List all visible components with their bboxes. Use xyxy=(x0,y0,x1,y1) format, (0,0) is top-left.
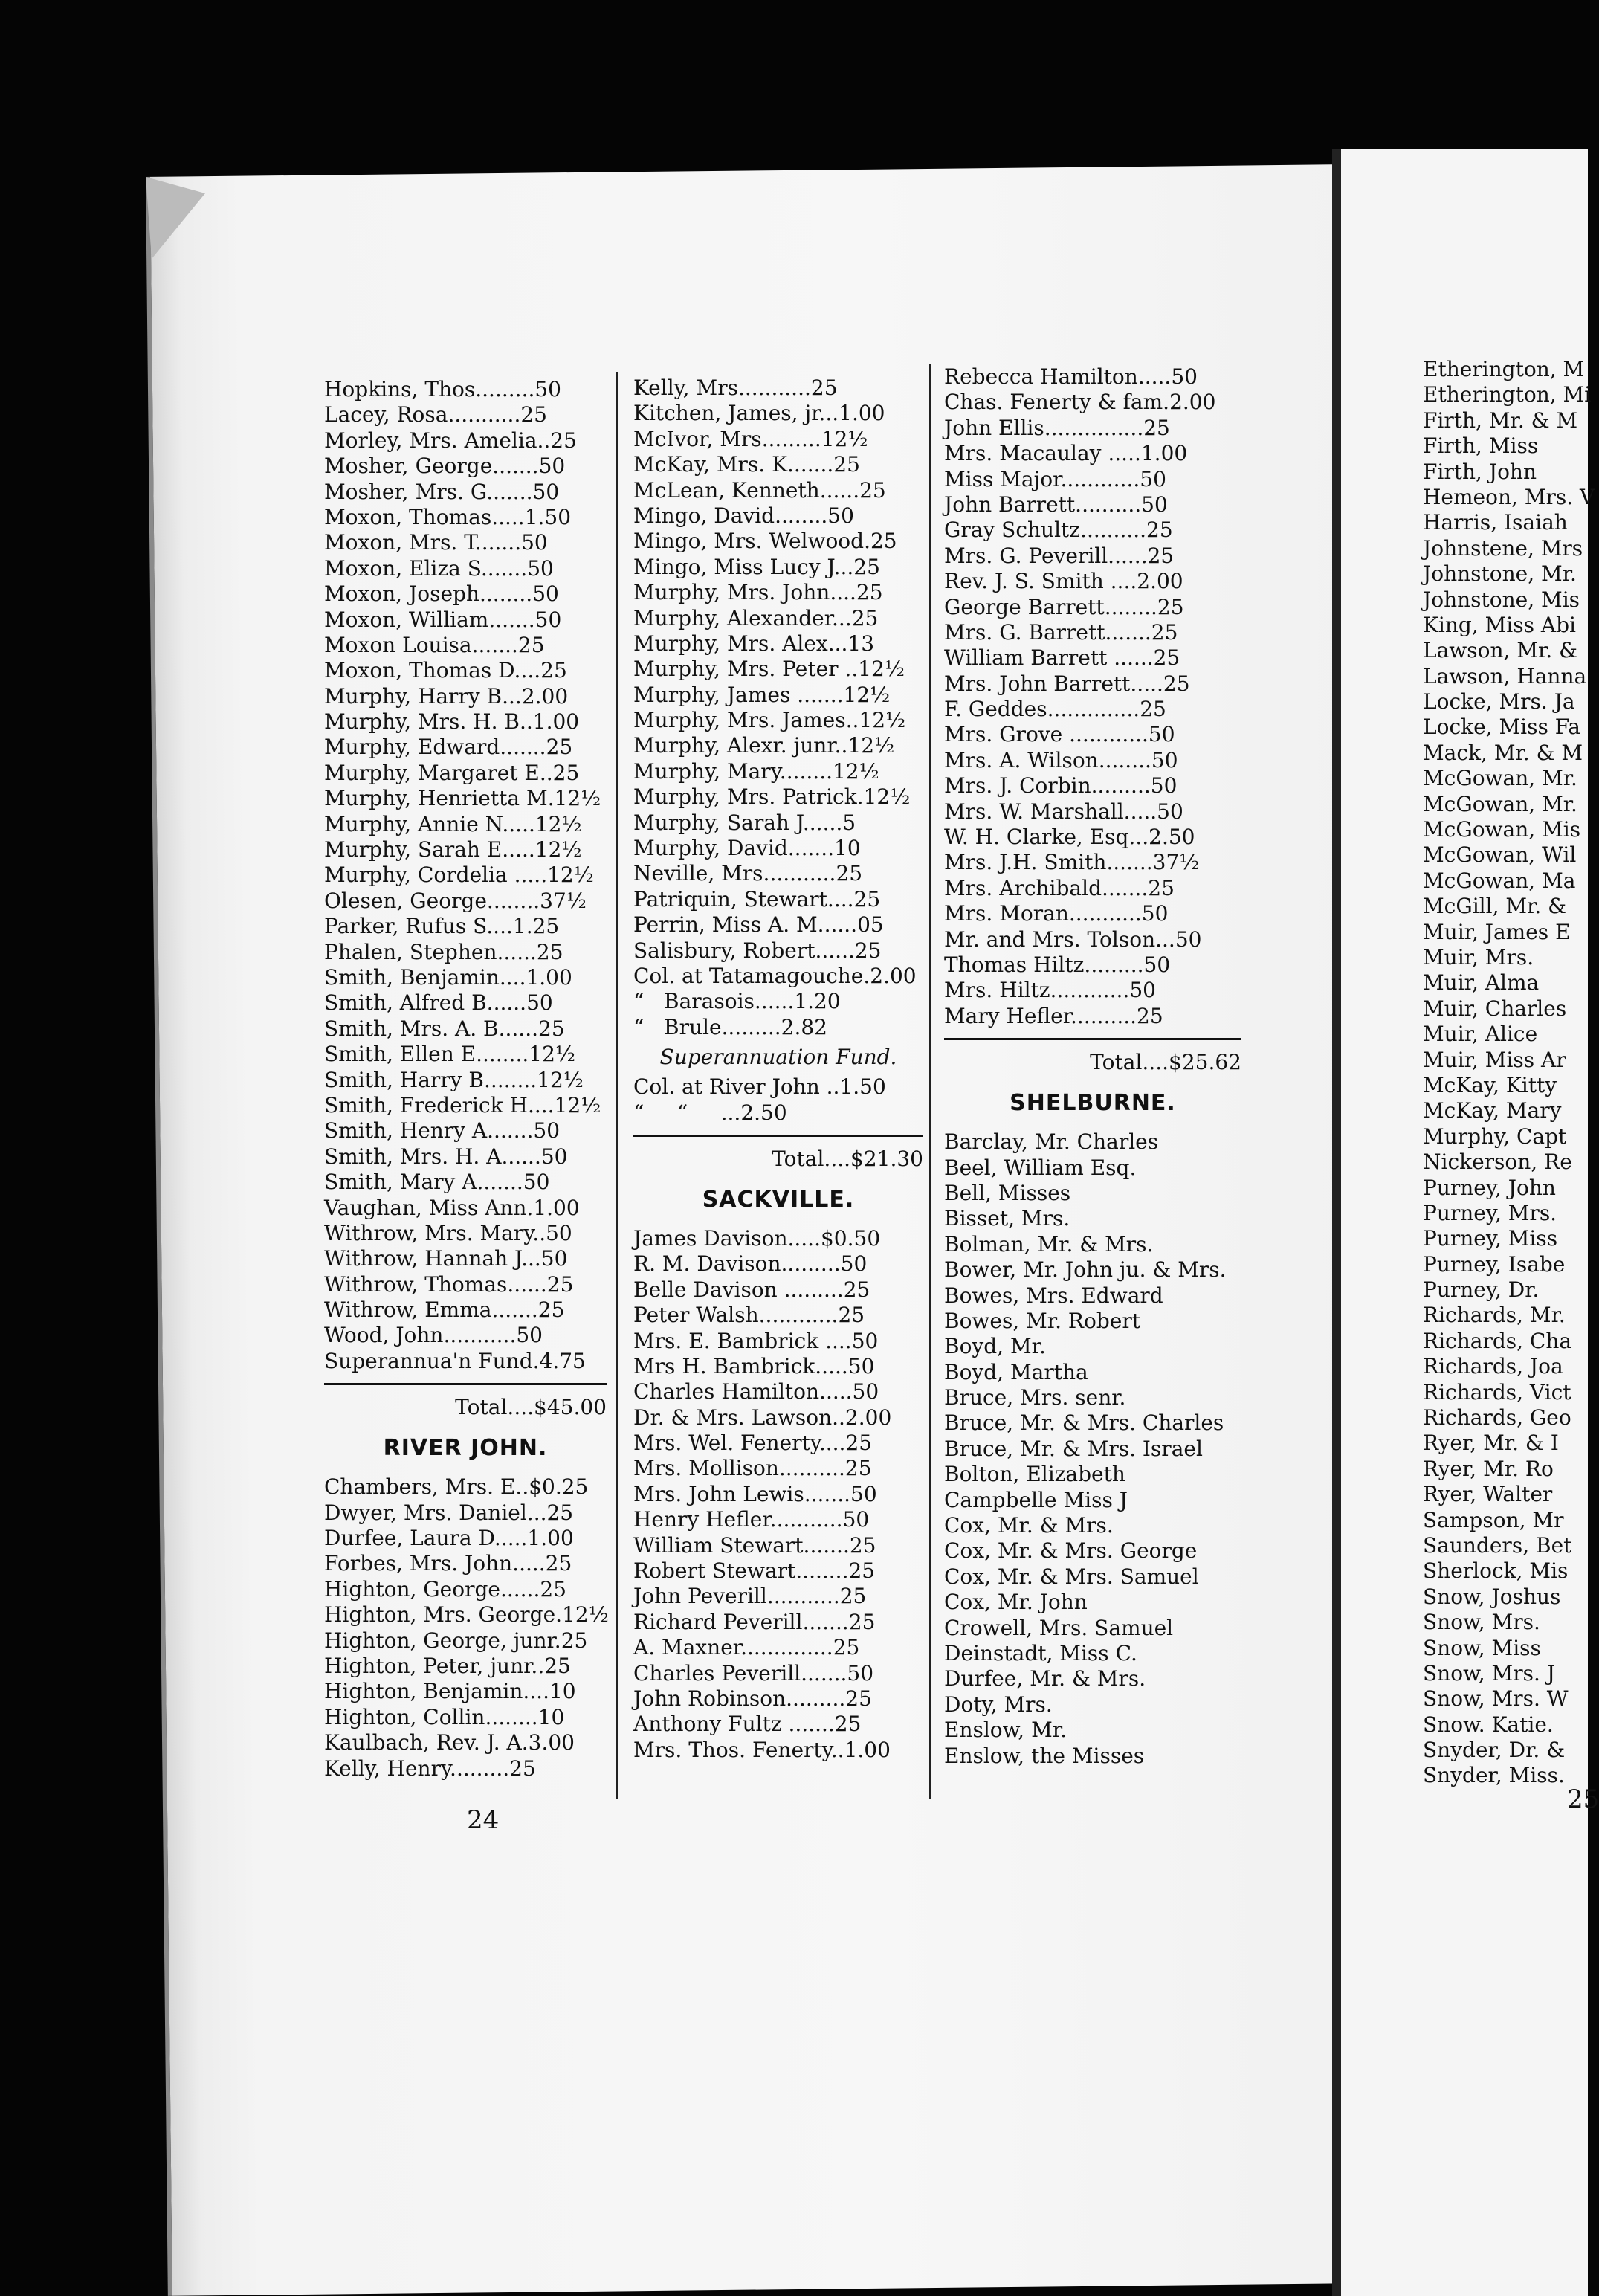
list-item: Belle Davison .........25 xyxy=(633,1277,870,1302)
list-item: John Ellis...............25 xyxy=(944,415,1170,440)
list-item: Mrs. E. Bambrick ....50 xyxy=(633,1328,879,1353)
list-item: Ryer, Mr. Ro xyxy=(1423,1456,1554,1481)
list-item: Smith, Benjamin....1.00 xyxy=(324,964,572,990)
list-item: Durfee, Mr. & Mrs. xyxy=(944,1666,1146,1692)
list-item: Lacey, Rosa...........25 xyxy=(324,402,547,428)
list-item: Mrs. J. Corbin.........50 xyxy=(944,773,1178,799)
list-item: Johnstene, Mrs xyxy=(1423,535,1583,561)
list-item: Boyd, Martha xyxy=(944,1359,1088,1384)
list-item: Salisbury, Robert......25 xyxy=(633,938,882,963)
list-item: Highton, Collin........10 xyxy=(324,1704,565,1729)
list-item: Hemeon, Mrs. V xyxy=(1423,484,1595,509)
list-item: Doty, Mrs. xyxy=(944,1692,1053,1717)
total-line: Total....$45.00 xyxy=(455,1395,607,1420)
list-item: Bowes, Mrs. Edward xyxy=(944,1283,1163,1308)
section-heading: RIVER JOHN. xyxy=(383,1435,548,1462)
list-item: Firth, Mr. & M xyxy=(1423,407,1578,433)
list-item: Highton, Mrs. George.12½ xyxy=(324,1602,609,1628)
list-item: R. M. Davison.........50 xyxy=(633,1251,868,1277)
list-item: Bolton, Elizabeth xyxy=(944,1462,1125,1487)
list-item: Richards, Geo xyxy=(1423,1405,1571,1431)
list-item: Cox, Mr. John xyxy=(944,1590,1088,1615)
list-item: Snow, Mrs. W xyxy=(1423,1686,1569,1712)
list-item: Murphy, Edward.......25 xyxy=(324,735,573,760)
list-item: F. Geddes..............25 xyxy=(944,697,1166,722)
column-divider xyxy=(616,372,618,1799)
list-item: Murphy, Mrs. James..12½ xyxy=(633,708,906,733)
list-item: Bower, Mr. John ju. & Mrs. xyxy=(944,1257,1227,1283)
list-item: Miss Major............50 xyxy=(944,466,1166,491)
list-item: Snow. Katie. xyxy=(1423,1712,1554,1737)
list-item: Murphy, Mrs. Alex...13 xyxy=(633,631,875,656)
list-item: William Barrett ......25 xyxy=(944,645,1180,671)
list-item: Murphy, Mary........12½ xyxy=(633,758,879,784)
list-item: Purney, Miss xyxy=(1423,1226,1558,1251)
list-item: Murphy, James .......12½ xyxy=(633,682,891,707)
list-item: Snow, Miss xyxy=(1423,1635,1541,1660)
list-item: Murphy, Harry B...2.00 xyxy=(324,683,569,709)
list-item: Highton, Peter, junr..25 xyxy=(324,1653,571,1678)
list-item: Withrow, Thomas......25 xyxy=(324,1271,574,1297)
list-item: Bell, Misses xyxy=(944,1180,1071,1205)
list-item: W. H. Clarke, Esq...2.50 xyxy=(944,825,1195,850)
list-item: Etherington, Mi xyxy=(1423,382,1592,407)
list-item: Col. at Tatamagouche.2.00 xyxy=(633,963,917,988)
list-item: A. Maxner..............25 xyxy=(633,1635,860,1660)
list-item: Mrs H. Bambrick.....50 xyxy=(633,1353,875,1378)
list-item: King, Miss Abi xyxy=(1423,612,1576,637)
list-item: Olesen, George........37½ xyxy=(324,888,587,913)
list-item: Mrs. Thos. Fenerty..1.00 xyxy=(633,1737,891,1762)
list-item: Beel, William Esq. xyxy=(944,1155,1137,1180)
list-item: Johnstone, Mr. xyxy=(1423,561,1577,587)
list-item: Patriquin, Stewart....25 xyxy=(633,886,881,912)
list-item: Mrs. A. Wilson........50 xyxy=(944,747,1178,773)
list-item: Mingo, Miss Lucy J...25 xyxy=(633,554,880,579)
list-item: McGowan, Ma xyxy=(1423,868,1576,893)
list-item: Mrs. Grove ............50 xyxy=(944,722,1175,747)
list-item: Highton, Benjamin....10 xyxy=(324,1679,576,1704)
list-item: Smith, Alfred B......50 xyxy=(324,990,553,1016)
list-item: Kelly, Henry.........25 xyxy=(324,1755,536,1781)
column-right-page xyxy=(1423,357,1595,1789)
list-item: Mrs. Wel. Fenerty....25 xyxy=(633,1431,873,1456)
list-item: Mr. and Mrs. Tolson...50 xyxy=(944,926,1202,952)
list-item: Sampson, Mr xyxy=(1423,1507,1564,1532)
list-item: Smith, Mrs. A. B......25 xyxy=(324,1016,565,1041)
list-item: Richards, Joa xyxy=(1423,1354,1563,1379)
list-item: Murphy, Henrietta M.12½ xyxy=(324,786,601,811)
list-item: Durfee, Laura D.....1.00 xyxy=(324,1526,574,1551)
section-heading: SHELBURNE. xyxy=(1010,1090,1176,1117)
list-item: “ Barasois......1.20 xyxy=(633,989,841,1014)
list-item: Moxon, Joseph........50 xyxy=(324,581,559,607)
list-item: Purney, Mrs. xyxy=(1423,1200,1557,1225)
list-item: Mrs. W. Marshall.....50 xyxy=(944,799,1183,824)
list-item: Murphy, Mrs. Patrick.12½ xyxy=(633,784,911,810)
list-item: Murphy, Capt xyxy=(1423,1123,1567,1149)
list-item: John Peverill...........25 xyxy=(633,1584,867,1609)
list-item: Richards, Cha xyxy=(1423,1328,1572,1353)
list-item: “ Brule.........2.82 xyxy=(633,1014,827,1039)
list-item: Johnstone, Mis xyxy=(1423,587,1580,612)
list-item: Peter Walsh............25 xyxy=(633,1303,865,1328)
list-item: George Barrett........25 xyxy=(944,594,1184,619)
list-item: Wood, John...........50 xyxy=(324,1323,543,1348)
list-item: Richards, Vict xyxy=(1423,1379,1571,1405)
list-item: Mrs. G. Peverill......25 xyxy=(944,543,1175,568)
list-item: Forbes, Mrs. John.....25 xyxy=(324,1551,572,1576)
list-item: “ “ ...2.50 xyxy=(633,1100,787,1125)
list-item: Moxon, Thomas D....25 xyxy=(324,658,567,683)
list-item: Henry Hefler...........50 xyxy=(633,1507,870,1532)
list-item: James Davison.....$0.50 xyxy=(633,1225,881,1251)
list-item: Firth, John xyxy=(1423,459,1537,484)
list-item: Moxon, Thomas.....1.50 xyxy=(324,504,572,529)
list-item: Enslow, the Misses xyxy=(944,1743,1145,1768)
list-item: Smith, Henry A.......50 xyxy=(324,1118,561,1144)
list-item: Kelly, Mrs...........25 xyxy=(633,375,838,400)
list-item: John Robinson.........25 xyxy=(633,1686,872,1711)
list-item: Rev. J. S. Smith ....2.00 xyxy=(944,569,1183,594)
list-item: Snyder, Miss. xyxy=(1423,1763,1565,1788)
list-item: Muir, Alice xyxy=(1423,1022,1538,1047)
total-rule xyxy=(324,1383,607,1385)
list-item: Smith, Mary A.......50 xyxy=(324,1170,550,1195)
list-item: Mrs. Hiltz............50 xyxy=(944,978,1156,1003)
list-item: Muir, Mrs. xyxy=(1423,944,1534,970)
list-item: Murphy, Mrs. Peter ..12½ xyxy=(633,657,905,682)
list-item: Moxon, Mrs. T.......50 xyxy=(324,530,548,555)
list-item: Mrs. Macaulay .....1.00 xyxy=(944,441,1188,466)
list-item: Chambers, Mrs. E..$0.25 xyxy=(324,1474,589,1500)
list-item: Mary Hefler..........25 xyxy=(944,1003,1163,1028)
list-item: Mrs. G. Barrett.......25 xyxy=(944,619,1178,645)
list-item: Kaulbach, Rev. J. A.3.00 xyxy=(324,1730,575,1755)
list-item: Nickerson, Re xyxy=(1423,1149,1572,1175)
list-item: Ryer, Mr. & I xyxy=(1423,1431,1559,1456)
list-item: Mrs. Moran...........50 xyxy=(944,901,1169,926)
list-item: Perrin, Miss A. M......05 xyxy=(633,912,884,938)
list-item: Dr. & Mrs. Lawson..2.00 xyxy=(633,1405,892,1430)
list-item: Rebecca Hamilton.....50 xyxy=(944,364,1198,389)
list-item: Mrs. J.H. Smith.......37½ xyxy=(944,850,1200,875)
list-item: Bruce, Mrs. senr. xyxy=(944,1385,1126,1410)
list-item: McGill, Mr. & xyxy=(1423,894,1567,919)
list-item: Bruce, Mr. & Mrs. Charles xyxy=(944,1410,1224,1436)
list-item: Ryer, Walter xyxy=(1423,1482,1553,1507)
list-item: Barclay, Mr. Charles xyxy=(944,1129,1159,1155)
list-item: Smith, Ellen E........12½ xyxy=(324,1042,576,1067)
list-item: Deinstadt, Miss C. xyxy=(944,1640,1137,1665)
list-item: Richards, Mr. xyxy=(1423,1303,1566,1328)
list-item: Firth, Miss xyxy=(1423,433,1539,459)
list-item: Purney, John xyxy=(1423,1175,1556,1200)
total-rule xyxy=(944,1038,1241,1040)
list-item: Moxon, Eliza S.......50 xyxy=(324,555,554,581)
list-item: Snow, Mrs. J xyxy=(1423,1660,1555,1686)
list-item: Sherlock, Mis xyxy=(1423,1558,1569,1584)
list-item: Parker, Rufus S....1.25 xyxy=(324,914,560,939)
list-item: Murphy, Annie N.....12½ xyxy=(324,811,582,836)
list-item: Purney, Dr. xyxy=(1423,1277,1540,1303)
list-item: Murphy, Margaret E..25 xyxy=(324,760,580,785)
list-item: Morley, Mrs. Amelia..25 xyxy=(324,428,577,453)
list-item: Chas. Fenerty & fam.2.00 xyxy=(944,390,1216,415)
page-number-right: 25 xyxy=(1567,1784,1599,1814)
list-item: Snow, Joshus xyxy=(1423,1584,1561,1609)
column-1 xyxy=(324,377,607,1781)
list-item: Withrow, Mrs. Mary..50 xyxy=(324,1220,572,1245)
list-item: Snow, Mrs. xyxy=(1423,1610,1540,1635)
list-item: Mrs. Mollison..........25 xyxy=(633,1456,872,1481)
list-item: Mosher, George.......50 xyxy=(324,454,566,479)
list-item: McLean, Kenneth......25 xyxy=(633,477,886,503)
list-item: Bolman, Mr. & Mrs. xyxy=(944,1231,1154,1257)
list-item: Murphy, Cordelia .....12½ xyxy=(324,862,594,888)
list-item: Murphy, David.......10 xyxy=(633,836,861,861)
list-item: Mrs. John Lewis.......50 xyxy=(633,1481,877,1506)
list-item: Snyder, Dr. & xyxy=(1423,1738,1566,1763)
column-divider xyxy=(929,364,931,1799)
list-item: Charles Peverill.......50 xyxy=(633,1660,874,1686)
list-item: Murphy, Alexander...25 xyxy=(633,605,879,631)
column-3 xyxy=(944,364,1241,1769)
list-item: McGowan, Mr. xyxy=(1423,791,1577,816)
list-item: Purney, Isabe xyxy=(1423,1251,1566,1277)
list-item: McIvor, Mrs.........12½ xyxy=(633,426,868,451)
list-item: Hopkins, Thos.........50 xyxy=(324,377,561,402)
list-item: Kitchen, James, jr...1.00 xyxy=(633,401,885,426)
list-item: Mingo, Mrs. Welwood.25 xyxy=(633,529,897,554)
list-item: Anthony Fultz .......25 xyxy=(633,1712,862,1737)
list-item: Moxon, William.......50 xyxy=(324,607,562,632)
list-item: Withrow, Hannah J...50 xyxy=(324,1246,568,1271)
list-item: Crowell, Mrs. Samuel xyxy=(944,1615,1174,1640)
list-item: Mrs. Archibald.......25 xyxy=(944,875,1175,900)
list-item: Neville, Mrs...........25 xyxy=(633,861,863,886)
list-item: Bowes, Mr. Robert xyxy=(944,1308,1140,1333)
list-item: Thomas Hiltz.........50 xyxy=(944,952,1171,977)
list-item: McKay, Mary xyxy=(1423,1098,1562,1123)
list-item: William Stewart.......25 xyxy=(633,1532,876,1558)
list-item: Richard Peverill.......25 xyxy=(633,1609,876,1634)
list-item: Cox, Mr. & Mrs. George xyxy=(944,1538,1198,1564)
list-item: Mack, Mr. & M xyxy=(1423,740,1583,765)
list-item: Bruce, Mr. & Mrs. Israel xyxy=(944,1436,1203,1461)
list-item: Mosher, Mrs. G.......50 xyxy=(324,479,560,504)
list-item: McGowan, Mis xyxy=(1423,817,1581,842)
list-item: McGowan, Mr. xyxy=(1423,766,1577,791)
list-item: Mingo, David........50 xyxy=(633,503,854,528)
list-item: Gray Schultz..........25 xyxy=(944,517,1173,543)
section-heading: SACKVILLE. xyxy=(702,1186,855,1213)
total-rule xyxy=(633,1135,923,1137)
list-item: Lawson, Mr. & xyxy=(1423,638,1578,663)
list-item: John Barrett..........50 xyxy=(944,491,1168,517)
total-line: Total....$21.30 xyxy=(772,1146,923,1171)
list-item: Muir, Alma xyxy=(1423,970,1540,996)
page-number: 24 xyxy=(467,1805,500,1835)
list-item: Locke, Miss Fa xyxy=(1423,715,1580,740)
list-item: Murphy, Alexr. junr..12½ xyxy=(633,733,895,758)
list-item: Muir, Miss Ar xyxy=(1423,1047,1566,1072)
list-item: McKay, Mrs. K.......25 xyxy=(633,452,860,477)
list-item: Highton, George, junr.25 xyxy=(324,1628,588,1653)
list-item: Withrow, Emma.......25 xyxy=(324,1297,565,1323)
list-item: Lawson, Hanna xyxy=(1423,663,1587,689)
list-item: Locke, Mrs. Ja xyxy=(1423,689,1575,715)
total-line: Total....$25.62 xyxy=(1090,1050,1241,1075)
subsection-heading: Superannuation Fund. xyxy=(659,1045,897,1070)
list-item: Saunders, Bet xyxy=(1423,1532,1572,1558)
list-item: Murphy, Mrs. John....25 xyxy=(633,580,883,605)
list-item: Smith, Mrs. H. A......50 xyxy=(324,1144,568,1169)
list-item: Campbelle Miss J xyxy=(944,1487,1128,1512)
list-item: Phalen, Stephen......25 xyxy=(324,939,563,964)
list-item: Highton, George......25 xyxy=(324,1576,566,1602)
list-item: Muir, James E xyxy=(1423,919,1571,944)
list-item: McKay, Kitty xyxy=(1423,1072,1557,1097)
list-item: Col. at River John ..1.50 xyxy=(633,1074,886,1100)
list-item: Enslow, Mr. xyxy=(944,1718,1067,1743)
list-item: Smith, Harry B........12½ xyxy=(324,1067,584,1092)
list-item: McGowan, Wil xyxy=(1423,842,1577,868)
list-item: Cox, Mr. & Mrs. xyxy=(944,1513,1114,1538)
list-item: Murphy, Sarah J......5 xyxy=(633,810,856,835)
column-2 xyxy=(633,375,923,1763)
list-item: Harris, Isaiah xyxy=(1423,510,1568,535)
list-item: Mrs. John Barrett.....25 xyxy=(944,671,1190,696)
list-item: Murphy, Sarah E.....12½ xyxy=(324,837,582,862)
list-item: Murphy, Mrs. H. B..1.00 xyxy=(324,709,580,735)
list-item: Bisset, Mrs. xyxy=(944,1206,1070,1231)
list-item: Robert Stewart........25 xyxy=(633,1558,876,1584)
list-item: Smith, Frederick H....12½ xyxy=(324,1092,601,1118)
list-item: Etherington, M xyxy=(1423,357,1585,381)
list-item: Superannua'n Fund.4.75 xyxy=(324,1348,586,1373)
list-item: Moxon Louisa.......25 xyxy=(324,632,545,657)
list-item: Muir, Charles xyxy=(1423,996,1567,1021)
list-item: Vaughan, Miss Ann.1.00 xyxy=(324,1195,580,1220)
list-item: Cox, Mr. & Mrs. Samuel xyxy=(944,1564,1199,1589)
list-item: Dwyer, Mrs. Daniel...25 xyxy=(324,1500,574,1525)
list-item: Boyd, Mr. xyxy=(944,1334,1046,1359)
list-item: Charles Hamilton.....50 xyxy=(633,1379,879,1405)
